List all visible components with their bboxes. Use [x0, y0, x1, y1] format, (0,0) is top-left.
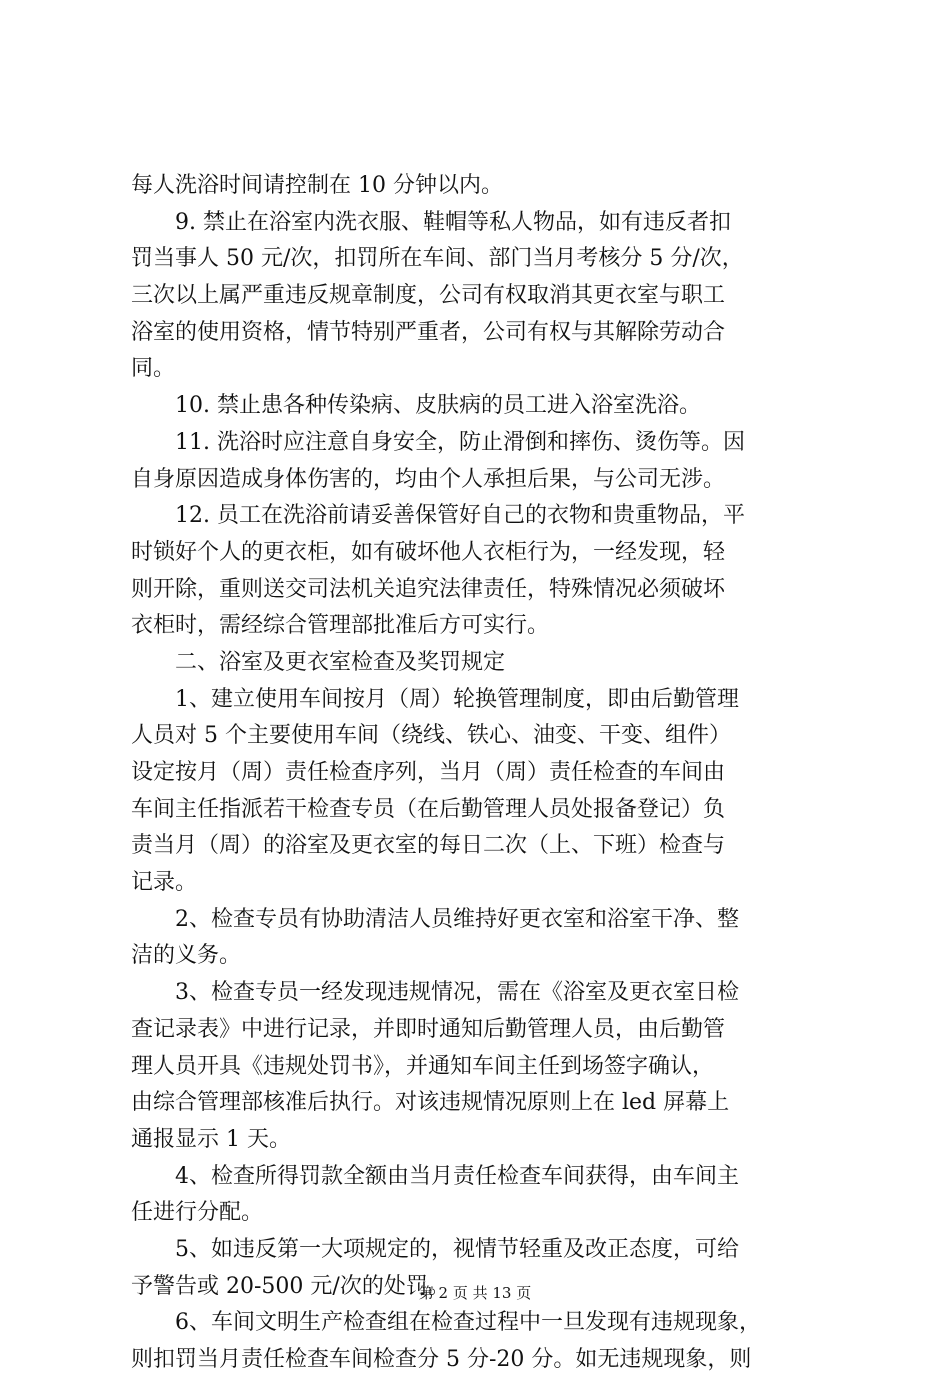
text-line: 人员对 5 个主要使用车间（绕线、铁心、油变、干变、组件）: [131, 723, 731, 749]
text-line: 则开除，重则送交司法机关追究法律责任，特殊情况必须破坏: [131, 576, 726, 602]
text-line: 查记录表》中进行记录，并即时通知后勤管理人员，由后勤管: [131, 1016, 726, 1042]
text-line: 6、车间文明生产检查组在检查过程中一旦发现有违规现象，: [175, 1310, 761, 1336]
text-line: 则扣罚当月责任检查车间检查分 5 分-20 分。如无违规现象，则: [131, 1347, 752, 1372]
document-body: [131, 168, 831, 1379]
text-line: 理人员开具《违规处罚书》，并通知车间主任到场签字确认，: [131, 1053, 715, 1079]
text-line: 2、检查专员有协助清洁人员维持好更衣室和浴室干净、整: [175, 906, 739, 932]
text-line: 每人洗浴时间请控制在 10 分钟以内。: [131, 173, 503, 198]
text-line: 记录。: [131, 870, 198, 896]
text-line: 9. 禁止在浴室内洗衣服、鞋帽等私人物品，如有违反者扣: [175, 209, 731, 235]
text-line: 10. 禁止患各种传染病、皮肤病的员工进入浴室洗浴。: [175, 393, 701, 419]
text-line: 4、检查所得罚款全额由当月责任检查车间获得，由车间主: [175, 1163, 739, 1189]
text-line: 洁的义务。: [131, 943, 242, 969]
page-number-label: 第 2 页 共 13 页: [418, 1284, 532, 1302]
text-line: 5、如违反第一大项规定的，视情节轻重及改正态度，可给: [175, 1236, 739, 1262]
text-line: 11. 洗浴时应注意自身安全，防止滑倒和摔伤、烫伤等。因: [175, 429, 745, 455]
text-line: 衣柜时，需经综合管理部批准后方可实行。: [131, 613, 550, 639]
page-footer: [0, 1283, 950, 1303]
text-line: 12. 员工在洗浴前请妥善保管好自己的衣物和贵重物品，平: [175, 503, 745, 529]
text-line: 浴室的使用资格，情节特别严重者，公司有权与其解除劳动合: [131, 319, 726, 345]
text-line: 同。: [131, 356, 176, 382]
text-line: 时锁好个人的更衣柜，如有破坏他人衣柜行为，一经发现，轻: [131, 539, 726, 565]
text-line: 予警告或 20-500 元/次的处罚。: [131, 1273, 450, 1299]
text-line: 任进行分配。: [131, 1200, 264, 1226]
text-line: 自身原因造成身体伤害的，均由个人承担后果，与公司无涉。: [131, 466, 726, 492]
text-line: 责当月（周）的浴室及更衣室的每日二次（上、下班）检查与: [131, 833, 726, 859]
text-line: 3、检查专员一经发现违规情况，需在《浴室及更衣室日检: [175, 980, 739, 1006]
text-line: 三次以上属严重违反规章制度，公司有权取消其更衣室与职工: [131, 283, 726, 309]
text-line: 通报显示 1 天。: [131, 1126, 291, 1152]
text-line: 二、浴室及更衣室检查及奖罚规定: [175, 649, 506, 675]
text-line: 设定按月（周）责任检查序列，当月（周）责任检查的车间由: [131, 760, 726, 785]
text-line: 罚当事人 50 元/次，扣罚所在车间、部门当月考核分 5 分/次，: [131, 246, 744, 272]
text-line: 1、建立使用车间按月（周）轮换管理制度，即由后勤管理: [175, 686, 739, 712]
text-line: 由综合管理部核准后执行。对该违规情况原则上在 led 屏幕上: [131, 1090, 730, 1116]
text-line: 车间主任指派若干检查专员（在后勤管理人员处报备登记）负: [131, 796, 726, 822]
